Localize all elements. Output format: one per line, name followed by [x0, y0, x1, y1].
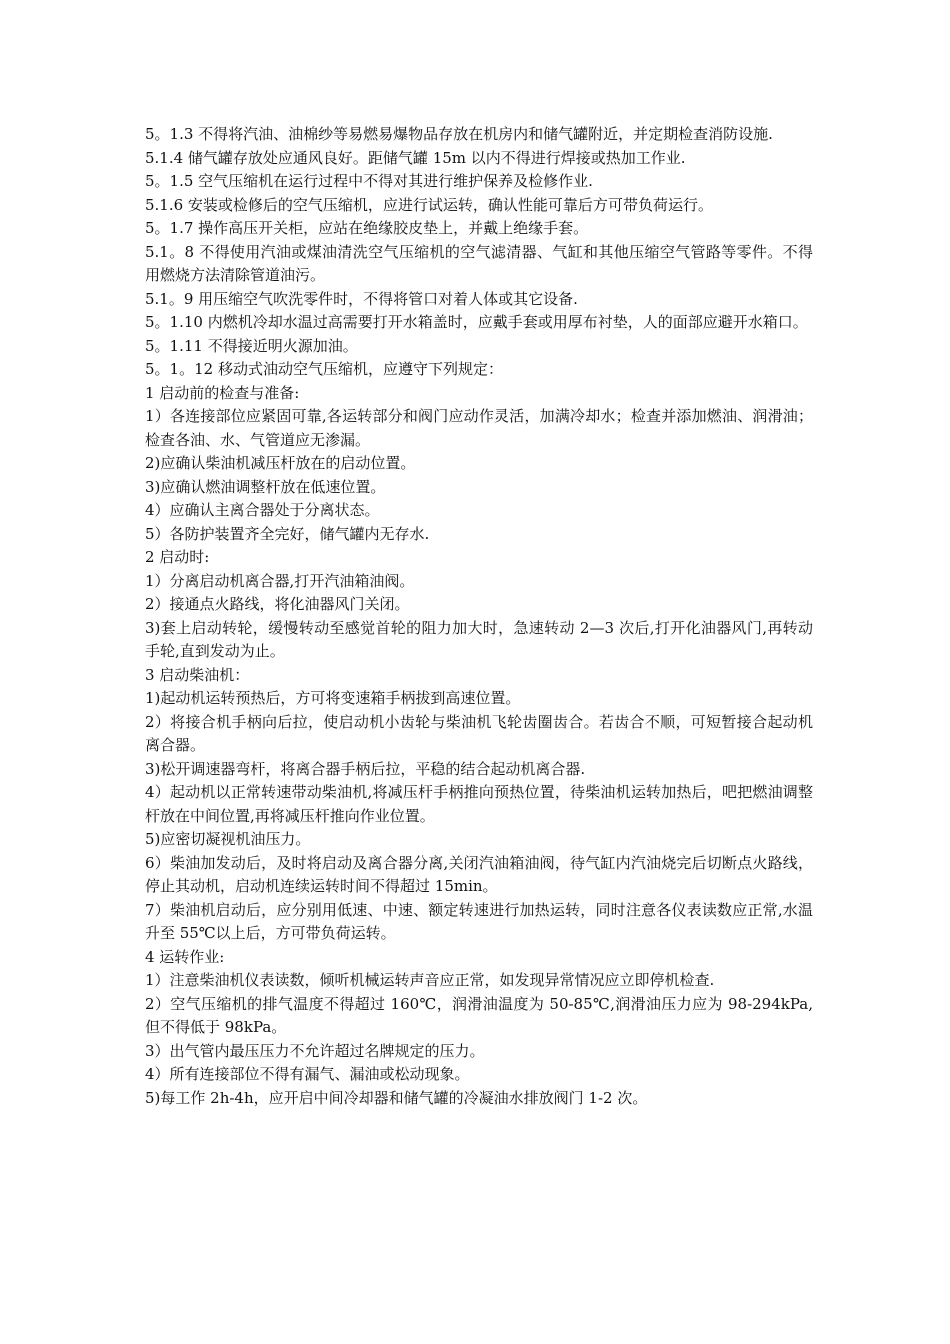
list-item: 7）柴油机启动后，应分别用低速、中速、额定转速进行加热运转，同时注意各仪表读数应正常,水温升至 55℃以上后，方可带负荷运转。: [145, 900, 813, 942]
paragraph: 5.1。8 不得使用汽油或煤油清洗空气压缩机的空气滤清器、气缸和其他压缩空气管路等零件。不得用燃烧方法清除管道油污。: [145, 242, 813, 284]
section-heading: 2 启动时:: [145, 548, 210, 566]
paragraph: 5.1.6 安装或检修后的空气压缩机，应进行试运转，确认性能可靠后方可带负荷运行。: [145, 195, 713, 214]
paragraph: 5。1.5 空气压缩机在运行过程中不得对其进行维护保养及检修作业.: [145, 172, 593, 190]
list-item: 5）各防护装置齐全完好，储气罐内无存水.: [145, 524, 430, 543]
document-body: [145, 123, 813, 1110]
list-item: 3)应确认燃油调整杆放在低速位置。: [145, 477, 386, 496]
paragraph: 5。1.10 内燃机冷却水温过高需要打开水箱盖时，应戴手套或用厚布衬垫，人的面部应避开水箱口。: [145, 313, 808, 331]
section-heading: 1 启动前的检查与准备:: [145, 383, 300, 402]
list-item: 1）注意柴油机仪表读数，倾听机械运转声音应正常，如发现异常情况应立即停机检查.: [145, 971, 715, 989]
list-item: 5)应密切凝视机油压力。: [145, 830, 311, 848]
list-item: 1)起动机运转预热后，方可将变速箱手柄拔到高速位置。: [145, 689, 521, 707]
list-item: 3）出气管内最压压力不允许超过名牌规定的压力。: [145, 1041, 485, 1060]
list-item: 3)套上启动转轮，缓慢转动至感觉首轮的阻力加大时，急速转动 2—3 次后,打开化油器风门,再转动手轮,直到发动为止。: [145, 618, 813, 660]
list-item: 1）分离启动机离合器,打开汽油箱油阀。: [145, 571, 415, 590]
list-item: 1）各连接部位应紧固可靠,各运转部分和阀门应动作灵活，加满冷却水；检查并添加燃油、润滑油；检查各油、水、气管道应无渗漏。: [145, 407, 813, 449]
paragraph: 5。1.3 不得将汽油、油棉纱等易燃易爆物品存放在机房内和储气罐附近，并定期检查消防设施.: [145, 125, 773, 143]
list-item: 2）空气压缩机的排气温度不得超过 160℃，润滑油温度为 50-85℃,润滑油压力应为 98-294kPa,但不得低于 98kPa。: [145, 994, 813, 1036]
list-item: 3)松开调速器弯杆，将离合器手柄后拉，平稳的结合起动机离合器.: [145, 759, 586, 778]
list-item: 4）所有连接部位不得有漏气、漏油或松动现象。: [145, 1065, 470, 1083]
list-item: 2）接通点火路线，将化油器风门关闭。: [145, 595, 410, 613]
list-item: 6）柴油加发动后，及时将启动及离合器分离,关闭汽油箱油阀，待气缸内汽油烧完后切断点火路线，停止其动机，启动机连续运转时间不得超过 15min。: [145, 853, 813, 895]
paragraph: 5.1.4 储气罐存放处应通风良好。距储气罐 15m 以内不得进行焊接或热加工作业.: [145, 148, 686, 167]
list-item: 5)每工作 2h-4h，应开启中间冷却器和储气罐的冷凝油水排放阀门 1-2 次。: [145, 1088, 648, 1107]
section-heading: 4 运转作业:: [145, 947, 225, 966]
list-item: 2）将接合机手柄向后拉，使启动机小齿轮与柴油机飞轮齿圈齿合。若齿合不顺，可短暂接合起动机离合器。: [145, 712, 813, 754]
paragraph: 5.1。9 用压缩空气吹洗零件时，不得将管口对着人体或其它设备.: [145, 289, 578, 308]
paragraph: 5。1。12 移动式油动空气压缩机，应遵守下列规定：: [145, 360, 503, 378]
list-item: 4）应确认主离合器处于分离状态。: [145, 501, 380, 519]
list-item: 2)应确认柴油机减压杆放在的启动位置。: [145, 454, 416, 472]
section-heading: 3 启动柴油机：: [145, 665, 250, 684]
paragraph: 5。1.11 不得接近明火源加油。: [145, 336, 358, 355]
paragraph: 5。1.7 操作高压开关柜，应站在绝缘胶皮垫上，并戴上绝缘手套。: [145, 219, 589, 237]
list-item: 4）起动机以正常转速带动柴油机,将减压杆手柄推向预热位置，待柴油机运转加热后，吧把燃油调整杆放在中间位置,再将减压杆推向作业位置。: [145, 783, 813, 825]
